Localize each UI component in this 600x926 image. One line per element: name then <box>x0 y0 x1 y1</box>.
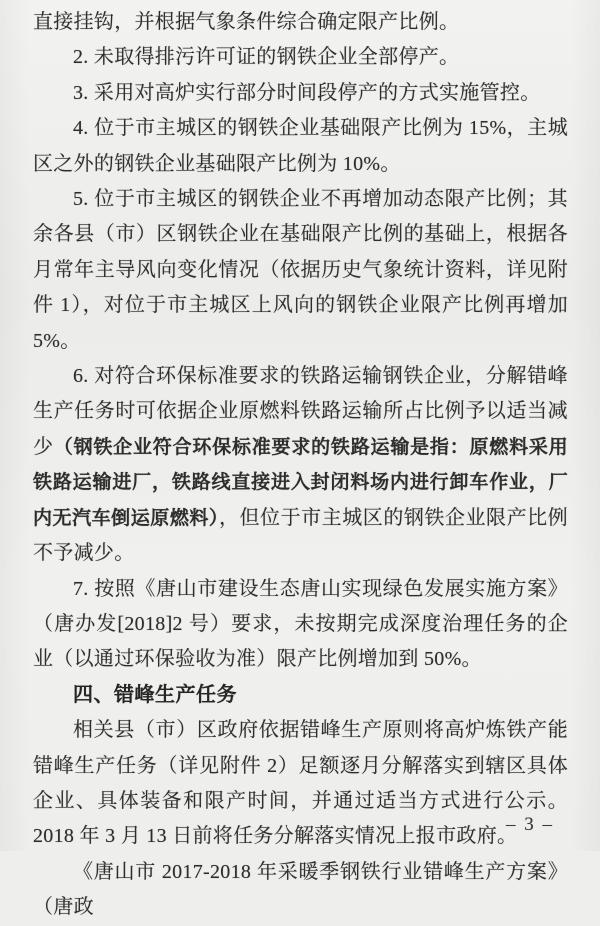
paragraph-text: 6. 对符合环保标准要求的铁路运输钢铁企业，分解错峰生产任务时可依据企业原燃料铁路运输所占比例予以适当减少 <box>33 365 568 458</box>
paragraph-plan-reference <box>33 855 568 926</box>
document-body-text <box>33 5 568 926</box>
paragraph-item-2 <box>33 40 568 75</box>
paragraph-text: 直接挂钩，并根据气象条件综合确定限产比例。 <box>33 11 460 33</box>
paragraph-text: 《唐山市 2017-2018 年采暖季钢铁行业错峰生产方案》（唐政 <box>33 860 568 919</box>
paragraph-text: ，但位于市主城区的钢铁企业限产比例不予减少。 <box>33 506 568 565</box>
paragraph-item-3 <box>33 76 568 111</box>
paragraph-item-7 <box>33 572 568 678</box>
section-heading-four: 四、错峰生产任务 <box>73 683 237 706</box>
paragraph-text: 3. 采用对高炉实行部分时间段停产的方式实施管控。 <box>73 81 541 104</box>
paragraph-continuation <box>33 5 568 40</box>
paragraph-text: 2. 未取得排污许可证的钢铁企业全部停产。 <box>73 46 460 69</box>
paragraph-task-decomposition <box>33 713 568 855</box>
paragraph-text: 相关县（市）区政府依据错峰生产原则将高炉炼铁产能错峰生产任务（详见附件 2）足额逐月分解落实到辖区具体企业、具体装备和限产时间，并通过适当方式进行公示。2018 年 3 月 13 日前将任务分解落实情况上报市政府。 <box>33 719 568 848</box>
page-number: – 3 – <box>506 814 554 835</box>
paragraph-text: 4. 位于市主城区的钢铁企业基础限产比例为 15%，主城区之外的钢铁企业基础限产比例为 10%。 <box>33 117 568 175</box>
paragraph-text: 5. 位于市主城区的钢铁企业不再增加动态限产比例；其余各县（市）区钢铁企业在基础限产比例的基础上，根据各月常年主导风向变化情况（依据历史气象统计资料，详见附件 1），对位于市主城区上风向的钢铁企业限产比例再增加 5%。 <box>33 188 568 352</box>
paragraph-text: 7. 按照《唐山市建设生态唐山实现绿色发展实施方案》（唐办发[2018]2 号）要求，未按期完成深度治理任务的企业（以通过环保验收为准）限产比例增加到 50%。 <box>33 577 568 671</box>
paragraph-item-6 <box>33 359 568 571</box>
paragraph-item-4 <box>33 111 568 182</box>
paragraph-text-bold: （钢铁企业符合环保标准要求的铁路运输是指：原燃料采用铁路运输进厂，铁路线直接进入封闭料场内进行卸车作业，厂内无汽车倒运原燃料） <box>33 436 568 529</box>
paragraph-item-5 <box>33 182 568 359</box>
